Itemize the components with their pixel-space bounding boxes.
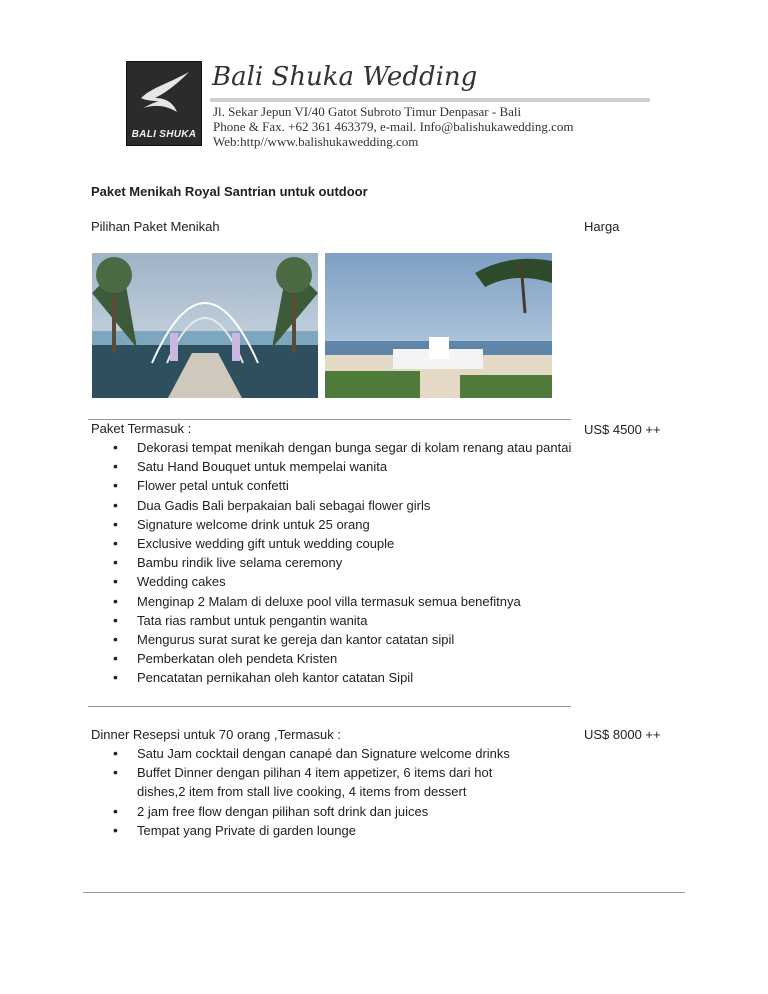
- document-title: Paket Menikah Royal Santrian untuk outdoor: [91, 184, 368, 199]
- list-item: • Signature welcome drink untuk 25 orang: [113, 515, 573, 534]
- list-item: • Wedding cakes: [113, 572, 573, 591]
- pool-venue-photo: [92, 253, 318, 398]
- company-web: Web:http//www.balishukawedding.com: [213, 134, 419, 149]
- list-item: • Tata rias rambut untuk pengantin wanita: [113, 611, 573, 630]
- brand-divider: [210, 98, 650, 102]
- brand-name: Bali Shuka Wedding: [212, 62, 478, 92]
- list-item: • Satu Hand Bouquet untuk mempelai wanita: [113, 457, 573, 476]
- list-item: • Menginap 2 Malam di deluxe pool villa termasuk semua benefitnya: [113, 592, 573, 611]
- package-price: US$ 4500 ++: [584, 422, 661, 437]
- company-contact: Phone & Fax. +62 361 463379, e-mail. Info@balishukawedding.com: [213, 119, 574, 134]
- table-bottom-border: [83, 892, 685, 893]
- list-item: • Flower petal untuk confetti: [113, 476, 573, 495]
- list-item: • Pemberkatan oleh pendeta Kristen: [113, 649, 573, 668]
- section-divider: [88, 419, 571, 420]
- logo-caption: BALI SHUKA: [131, 129, 197, 140]
- list-item: • Dua Gadis Bali berpakaian bali sebagai flower girls: [113, 496, 573, 515]
- company-address: Jl. Sekar Jepun VI/40 Gatot Subroto Timur Denpasar - Bali: [213, 104, 522, 119]
- package-includes-list: [113, 438, 573, 688]
- dinner-price: US$ 8000 ++: [584, 727, 661, 742]
- list-item: • Satu Jam cocktail dengan canapé dan Signature welcome drinks: [113, 744, 533, 763]
- price-column-label: Harga: [584, 219, 620, 234]
- list-item: • 2 jam free flow dengan pilihan soft drink dan juices: [113, 802, 533, 821]
- section-divider: [88, 706, 571, 707]
- package-includes-label: Paket Termasuk :: [91, 421, 192, 436]
- beach-venue-photo: [325, 253, 552, 398]
- list-item: • Pencatatan pernikahan oleh kantor catatan Sipil: [113, 668, 573, 687]
- list-item: • Dekorasi tempat menikah dengan bunga segar di kolam renang atau pantai: [113, 438, 573, 457]
- list-item: • Tempat yang Private di garden lounge: [113, 821, 533, 840]
- package-column-label: Pilihan Paket Menikah: [91, 219, 220, 234]
- dinner-reception-label: Dinner Resepsi untuk 70 orang ,Termasuk :: [91, 727, 342, 742]
- company-logo: [126, 61, 202, 146]
- bird-logo-icon: [137, 68, 193, 124]
- list-item: • Mengurus surat surat ke gereja dan kantor catatan sipil: [113, 630, 573, 649]
- list-item: • Buffet Dinner dengan pilihan 4 item appetizer, 6 items dari hot dishes,2 item from stall live cooking, 4 items from dessert: [113, 763, 533, 801]
- list-item: • Exclusive wedding gift untuk wedding couple: [113, 534, 573, 553]
- dinner-includes-list: [113, 744, 533, 840]
- list-item: • Bambu rindik live selama ceremony: [113, 553, 573, 572]
